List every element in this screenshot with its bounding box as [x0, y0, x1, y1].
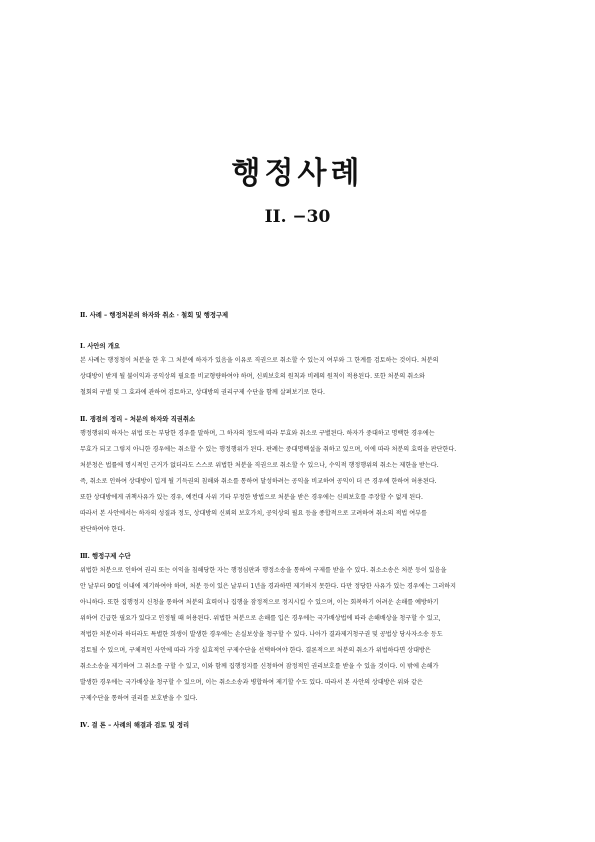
text-line: 판단하여야 한다. — [80, 526, 126, 533]
main-heading: Ⅱ. 사례 – 행정처분의 하자와 취소 · 철회 및 행정구제 — [80, 312, 229, 319]
text-line: 철회의 구별 및 그 효과에 관하여 검토하고, 상대방의 권리구제 수단을 함께 살펴보기로 한다. — [80, 389, 325, 396]
document-body — [80, 310, 520, 729]
section-heading: Ⅰ. 사안의 개요 — [80, 343, 120, 350]
text-line: 취소소송을 제기하여 그 취소를 구할 수 있고, 이와 함께 집행정지를 신청하여 잠정적인 권리보호를 받을 수 있을 것이다. 이 밖에 손해가 — [80, 663, 439, 670]
paragraph — [80, 353, 520, 401]
section-heading: Ⅱ. 쟁점의 정리 – 처분의 하자와 직권취소 — [80, 416, 196, 423]
document-title: 행정사례 — [231, 156, 364, 191]
section-heading: Ⅲ. 행정구제 수단 — [80, 553, 131, 560]
next-section-heading: Ⅳ. 결 론 – 사례의 해결과 검토 및 정리 — [80, 722, 190, 729]
text-line: 발생한 경우에는 국가배상을 청구할 수 있으며, 이는 취소소송과 병합하여 제기할 수도 있다. 따라서 본 사안의 상대방은 위와 같은 — [80, 679, 423, 686]
text-line: 즉, 취소로 인하여 상대방이 입게 될 기득권의 침해와 취소를 통하여 달성하려는 공익을 비교하여 공익이 더 큰 경우에 한하여 허용된다. — [80, 478, 437, 485]
paragraph — [80, 426, 520, 538]
text-line: 본 사례는 행정청이 처분을 한 후 그 처분에 하자가 있음을 이유로 직권으로 취소할 수 있는지 여부와 그 한계를 검토하는 것이다. 처분의 — [80, 357, 439, 364]
text-line: 행정행위의 하자는 위법 또는 부당한 경우를 말하며, 그 하자의 정도에 따라 무효와 취소로 구별된다. 하자가 중대하고 명백한 경우에는 — [80, 430, 435, 437]
text-line: 또한 상대방에게 귀책사유가 있는 경우, 예컨대 사위 기타 부정한 방법으로 처분을 받은 경우에는 신뢰보호를 주장할 수 없게 된다. — [80, 494, 423, 501]
text-line: 위법한 처분으로 인하여 권리 또는 이익을 침해당한 자는 행정심판과 행정소송을 통하여 구제를 받을 수 있다. 취소소송은 처분 등이 있음을 — [80, 567, 447, 574]
text-line: 위하여 긴급한 필요가 있다고 인정될 때 허용된다. 위법한 처분으로 손해를 입은 경우에는 국가배상법에 따라 손해배상을 청구할 수 있고, — [80, 615, 441, 622]
section-remedies — [80, 551, 520, 707]
text-line: 처분청은 법률에 명시적인 근거가 없더라도 스스로 위법한 처분을 직권으로 취소할 수 있으나, 수익적 행정행위의 취소는 제한을 받는다. — [80, 462, 439, 469]
text-line: 안 날부터 90일 이내에 제기하여야 하며, 처분 등이 있은 날부터 1년을 경과하면 제기하지 못한다. 다만 정당한 사유가 있는 경우에는 그러하지 — [80, 583, 457, 590]
text-line: 구제수단을 통하여 권리를 보호받을 수 있다. — [80, 695, 198, 702]
text-line: 무효가 되고 그렇지 아니한 경우에는 취소할 수 있는 행정행위가 된다. 판례는 중대명백설을 취하고 있으며, 이에 따라 처분의 효력을 판단한다. — [80, 446, 457, 453]
paragraph — [80, 563, 520, 707]
text-line: 아니하다. 또한 집행정지 신청을 통하여 처분의 효력이나 집행을 잠정적으로 정지시킬 수 있으며, 이는 회복하기 어려운 손해를 예방하기 — [80, 599, 439, 606]
section-issues — [80, 414, 520, 538]
text-line: 검토될 수 있으며, 구체적인 사안에 따라 가장 실효적인 구제수단을 선택하여야 한다. 결론적으로 처분의 취소가 위법하다면 상대방은 — [80, 647, 431, 654]
text-line: 따라서 본 사안에서는 하자의 성질과 정도, 상대방의 신뢰의 보호가치, 공익상의 필요 등을 종합적으로 고려하여 취소의 적법 여부를 — [80, 510, 427, 517]
text-line: 상대방이 받게 될 불이익과 공익상의 필요를 비교형량하여야 하며, 신뢰보호의 원칙과 비례의 원칙이 적용된다. 또한 처분의 취소와 — [80, 373, 425, 380]
document-subtitle: II. −30 — [264, 207, 331, 227]
text-line: 적법한 처분이라 하더라도 특별한 희생이 발생한 경우에는 손실보상을 청구할 수 있다. 나아가 결과제거청구권 및 공법상 당사자소송 등도 — [80, 631, 443, 638]
section-overview — [80, 341, 520, 401]
